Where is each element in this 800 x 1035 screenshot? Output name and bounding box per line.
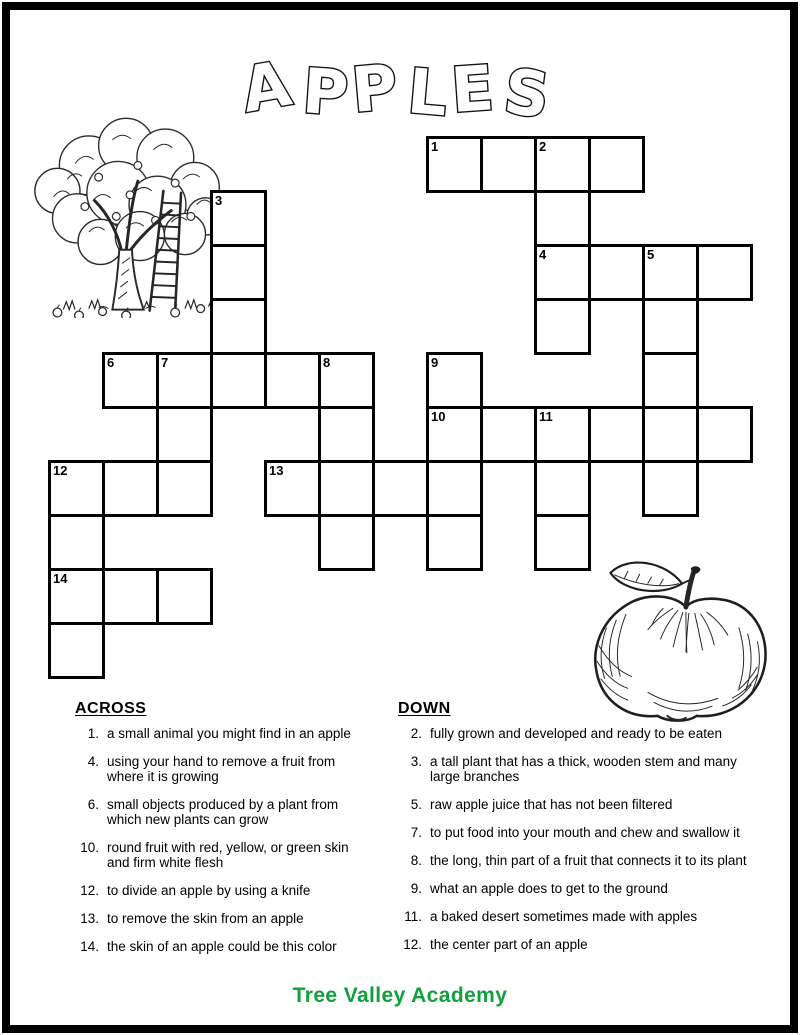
clue-item — [73, 726, 365, 741]
clue-number: 9. — [410, 881, 422, 896]
across-heading: ACROSS — [75, 700, 147, 717]
across-clue-list — [73, 726, 365, 954]
clue-number: 2. — [410, 726, 422, 741]
grid-cell[interactable] — [156, 406, 213, 463]
clue-text: what an apple does to get to the ground — [430, 881, 668, 896]
cell-number: 9 — [431, 355, 439, 370]
down-heading: DOWN — [398, 700, 451, 717]
grid-cell[interactable] — [318, 352, 375, 409]
grid-cell[interactable] — [480, 406, 537, 463]
clue-text: a baked desert sometimes made with apples — [430, 909, 698, 924]
grid-cell[interactable] — [264, 352, 321, 409]
clue-number: 12. — [80, 883, 99, 898]
clue-text: small objects produced by a plant from which new plants can grow — [107, 797, 339, 827]
cell-number: 7 — [161, 355, 169, 370]
clue-text: the center part of an apple — [430, 937, 588, 952]
clue-item — [73, 883, 365, 898]
grid-cell[interactable] — [534, 190, 591, 247]
grid-cell[interactable] — [534, 136, 591, 193]
clue-text: using your hand to remove a fruit from where it is growing — [107, 754, 336, 784]
grid-cell[interactable] — [426, 460, 483, 517]
grid-cell[interactable] — [318, 514, 375, 571]
grid-cell[interactable] — [426, 352, 483, 409]
cell-number: 11 — [539, 409, 553, 424]
clue-item — [396, 726, 756, 741]
clue-item — [73, 754, 365, 784]
clue-number: 4. — [87, 754, 99, 769]
grid-cell[interactable] — [642, 460, 699, 517]
down-clue-list — [396, 726, 756, 952]
grid-cell[interactable] — [642, 298, 699, 355]
grid-cell[interactable] — [372, 460, 429, 517]
cell-number: 12 — [53, 463, 68, 478]
clue-item — [73, 840, 365, 870]
grid-cell[interactable] — [318, 460, 375, 517]
clue-number: 13. — [80, 911, 99, 926]
clue-item — [73, 797, 365, 827]
clue-item — [396, 825, 756, 840]
clue-item — [396, 797, 756, 812]
clue-text: a tall plant that has a thick, wooden stem and many large branches — [430, 754, 737, 784]
down-clues-section — [396, 700, 756, 965]
grid-cell[interactable] — [102, 568, 159, 625]
cell-number: 5 — [647, 247, 655, 262]
grid-cell[interactable] — [588, 136, 645, 193]
clue-item — [396, 754, 756, 784]
grid-cell[interactable] — [156, 352, 213, 409]
grid-cell[interactable] — [48, 514, 105, 571]
clue-number: 3. — [410, 754, 422, 769]
grid-cell[interactable] — [426, 406, 483, 463]
cell-number: 13 — [269, 463, 284, 478]
clue-text: to divide an apple by using a knife — [107, 883, 311, 898]
grid-cell[interactable] — [264, 460, 321, 517]
grid-cell[interactable] — [102, 352, 159, 409]
footer-brand: Tree Valley Academy — [292, 984, 508, 1007]
page-title-text: APPLES — [236, 45, 561, 134]
grid-cell[interactable] — [48, 568, 105, 625]
clue-text: to remove the skin from an apple — [107, 911, 304, 926]
clue-item — [396, 853, 756, 868]
grid-cell[interactable] — [534, 460, 591, 517]
grid-cell[interactable] — [642, 406, 699, 463]
grid-cell[interactable] — [534, 244, 591, 301]
grid-cell[interactable] — [210, 352, 267, 409]
grid-cell[interactable] — [534, 514, 591, 571]
cell-number: 3 — [215, 193, 223, 208]
grid-cell[interactable] — [588, 244, 645, 301]
clue-number: 10. — [80, 840, 99, 855]
clue-number: 12. — [403, 937, 422, 952]
grid-cell[interactable] — [426, 136, 483, 193]
grid-cell[interactable] — [210, 244, 267, 301]
cell-number: 8 — [323, 355, 331, 370]
clue-text: to put food into your mouth and chew and swallow it — [430, 825, 740, 840]
cell-number: 6 — [107, 355, 115, 370]
grid-cell[interactable] — [534, 406, 591, 463]
clue-text: the skin of an apple could be this color — [107, 939, 337, 954]
clue-text: a small animal you might find in an apple — [107, 726, 351, 741]
clue-text: fully grown and developed and ready to be eaten — [430, 726, 722, 741]
cell-number: 1 — [431, 139, 439, 154]
grid-cell[interactable] — [48, 460, 105, 517]
clue-text: round fruit with red, yellow, or green skin and firm white flesh — [107, 840, 349, 870]
clue-number: 5. — [410, 797, 422, 812]
grid-cell[interactable] — [48, 622, 105, 679]
grid-cell[interactable] — [534, 298, 591, 355]
clue-item — [396, 937, 756, 952]
grid-cell[interactable] — [696, 244, 753, 301]
grid-cell[interactable] — [318, 406, 375, 463]
clue-number: 11. — [404, 909, 422, 924]
cell-number: 10 — [431, 409, 446, 424]
grid-cell[interactable] — [210, 298, 267, 355]
grid-cell[interactable] — [426, 514, 483, 571]
across-clues-section — [73, 700, 365, 967]
cell-number: 4 — [539, 247, 547, 262]
clue-item — [396, 909, 756, 924]
cell-number: 2 — [539, 139, 547, 154]
grid-cell[interactable] — [210, 190, 267, 247]
clue-number: 1. — [87, 726, 99, 741]
grid-cell[interactable] — [588, 406, 645, 463]
clue-number: 7. — [410, 825, 422, 840]
grid-cell[interactable] — [696, 406, 753, 463]
grid-cell[interactable] — [480, 136, 537, 193]
clue-number: 14. — [80, 939, 99, 954]
clue-item — [73, 939, 365, 954]
clue-text: the long, thin part of a fruit that connects it to its plant — [430, 853, 747, 868]
clue-number: 6. — [87, 797, 99, 812]
grid-cell[interactable] — [102, 460, 159, 517]
clue-text: raw apple juice that has not been filtered — [430, 797, 673, 812]
grid-cell[interactable] — [156, 460, 213, 517]
clue-number: 8. — [410, 853, 422, 868]
grid-cell[interactable] — [156, 568, 213, 625]
grid-cell[interactable] — [642, 244, 699, 301]
cell-number: 14 — [53, 571, 68, 586]
clue-item — [396, 881, 756, 896]
clue-item — [73, 911, 365, 926]
grid-cell[interactable] — [642, 352, 699, 409]
